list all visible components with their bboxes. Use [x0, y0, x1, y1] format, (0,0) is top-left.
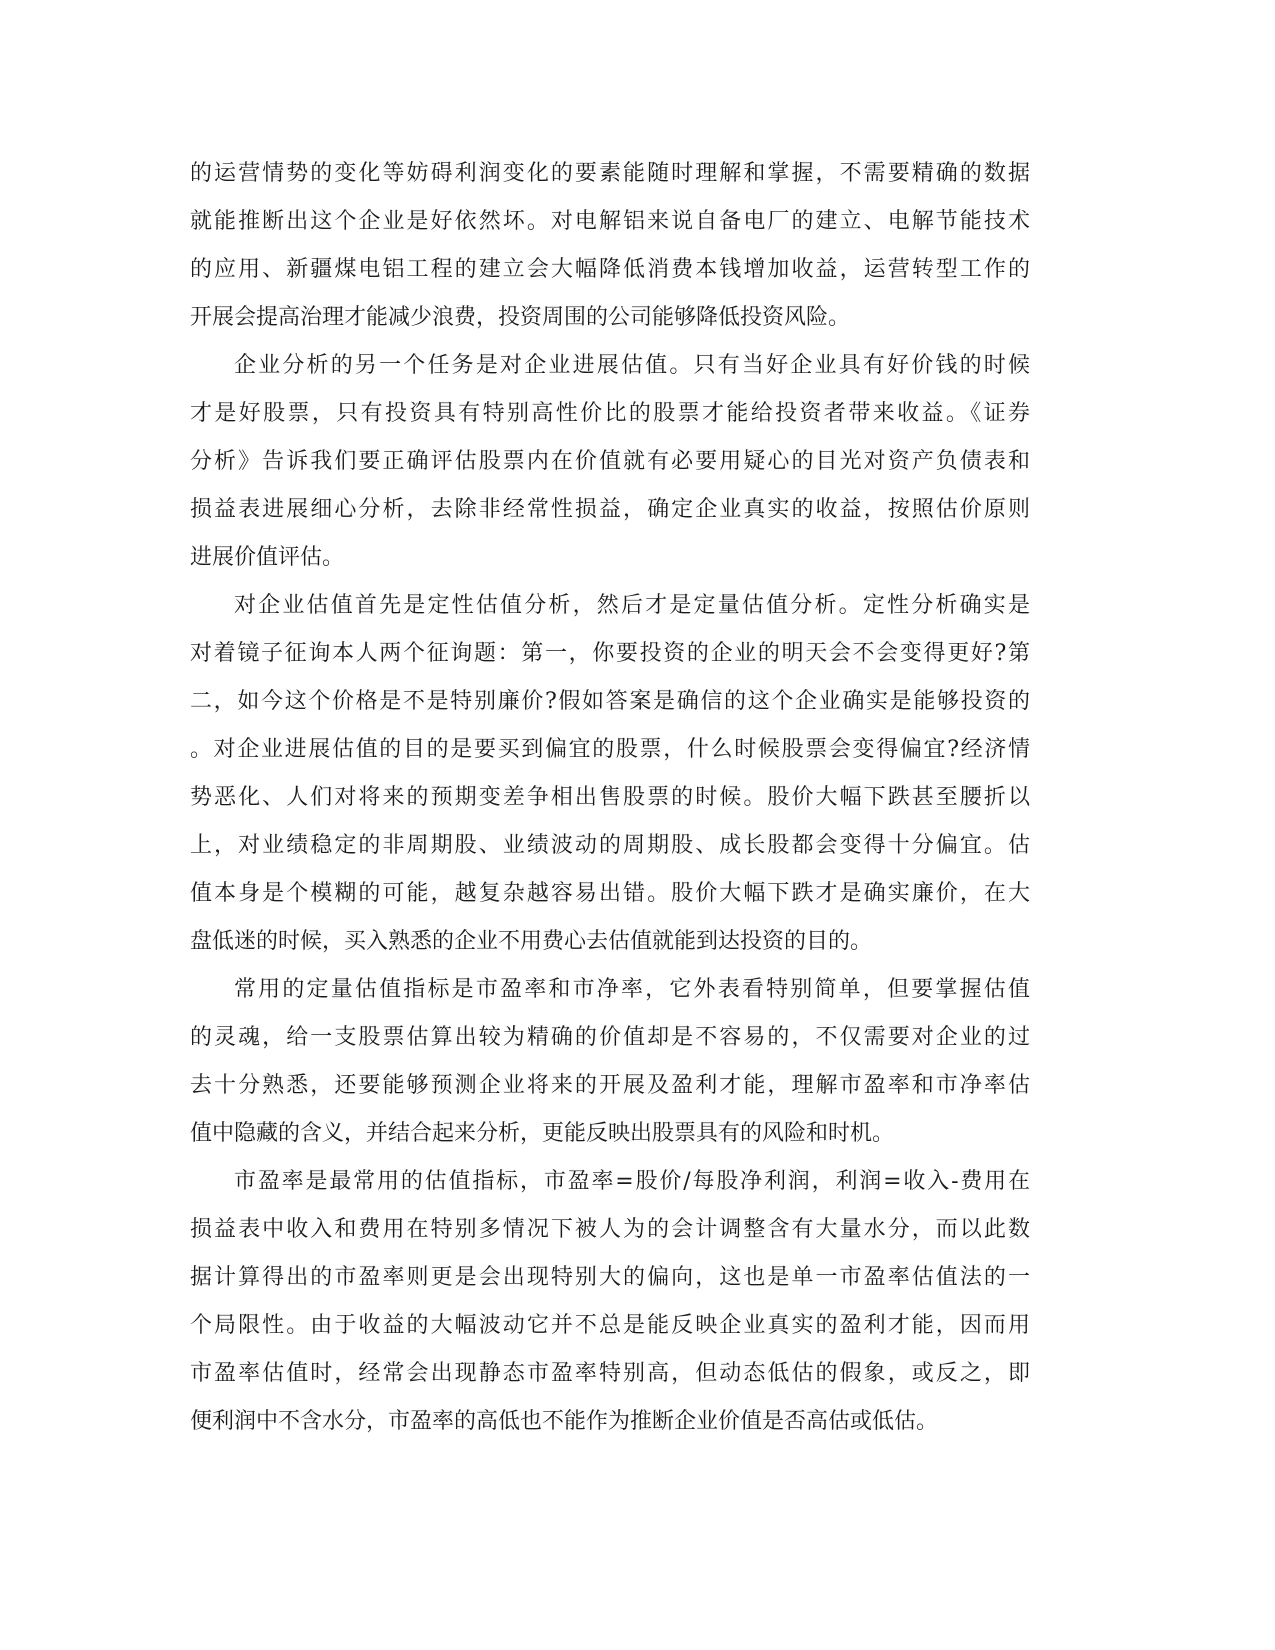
paragraph-2 [190, 342, 1030, 582]
text-line: 市盈率是最常用的估值指标，市盈率=股价/每股净利润，利润=收入-费用在 [234, 1169, 1030, 1194]
text-line: 对着镜子征询本人两个征询题：第一，你要投资的企业的明天会不会变得更好?第 [190, 641, 1030, 666]
text-line: 值本身是个模糊的可能，越复杂越容易出错。股价大幅下跌才是确实廉价，在大 [190, 881, 1030, 906]
text-line: 值中隐藏的含义，并结合起来分析，更能反映出股票具有的风险和时机。 [190, 1121, 895, 1146]
text-line: 分析》告诉我们要正确评估股票内在价值就有必要用疑心的目光对资产负债表和 [190, 449, 1030, 474]
body-text [190, 150, 1030, 1446]
text-line: 开展会提高治理才能减少浪费，投资周围的公司能够降低投资风险。 [190, 305, 851, 330]
paragraph-4 [190, 966, 1030, 1158]
text-line: 据计算得出的市盈率则更是会出现特别大的偏向，这也是单一市盈率估值法的一 [190, 1265, 1030, 1290]
text-line: 。对企业进展估值的目的是要买到偏宜的股票，什么时候股票会变得偏宜?经济情 [190, 737, 1030, 762]
text-line: 去十分熟悉，还要能够预测企业将来的开展及盈利才能，理解市盈率和市净率估 [190, 1073, 1030, 1098]
text-line: 企业分析的另一个任务是对企业进展估值。只有当好企业具有好价钱的时候 [234, 353, 1030, 378]
text-line: 常用的定量估值指标是市盈率和市净率，它外表看特别简单，但要掌握估值 [234, 977, 1030, 1002]
text-line: 损益表进展细心分析，去除非经常性损益，确定企业真实的收益，按照估价原则 [190, 497, 1030, 522]
text-line: 就能推断出这个企业是好依然坏。对电解铝来说自备电厂的建立、电解节能技术 [190, 209, 1030, 234]
paragraph-3 [190, 582, 1030, 966]
text-line: 势恶化、人们对将来的预期变差争相出售股票的时候。股价大幅下跌甚至腰折以 [190, 785, 1030, 810]
text-line: 个局限性。由于收益的大幅波动它并不总是能反映企业真实的盈利才能，因而用 [190, 1313, 1030, 1338]
paragraph-1 [190, 150, 1030, 342]
text-line: 二，如今这个价格是不是特别廉价?假如答案是确信的这个企业确实是能够投资的 [190, 689, 1030, 714]
text-line: 市盈率估值时，经常会出现静态市盈率特别高，但动态低估的假象，或反之，即 [190, 1361, 1030, 1386]
text-line: 进展价值评估。 [190, 545, 345, 570]
text-line: 对企业估值首先是定性估值分析，然后才是定量估值分析。定性分析确实是 [234, 593, 1030, 618]
text-line: 的运营情势的变化等妨碍利润变化的要素能随时理解和掌握，不需要精确的数据 [190, 161, 1030, 186]
text-line: 损益表中收入和费用在特别多情况下被人为的会计调整含有大量水分，而以此数 [190, 1217, 1030, 1242]
paragraph-5 [190, 1158, 1030, 1446]
text-line: 盘低迷的时候，买入熟悉的企业不用费心去估值就能到达投资的目的。 [190, 929, 873, 954]
text-line: 才是好股票，只有投资具有特别高性价比的股票才能给投资者带来收益。《证券 [190, 401, 1030, 426]
text-line: 的灵魂，给一支股票估算出较为精确的价值却是不容易的，不仅需要对企业的过 [190, 1025, 1030, 1050]
text-line: 便利润中不含水分，市盈率的高低也不能作为推断企业价值是否高估或低估。 [190, 1409, 939, 1434]
text-line: 上，对业绩稳定的非周期股、业绩波动的周期股、成长股都会变得十分偏宜。估 [190, 833, 1030, 858]
text-line: 的应用、新疆煤电铝工程的建立会大幅降低消费本钱增加收益，运营转型工作的 [190, 257, 1030, 282]
